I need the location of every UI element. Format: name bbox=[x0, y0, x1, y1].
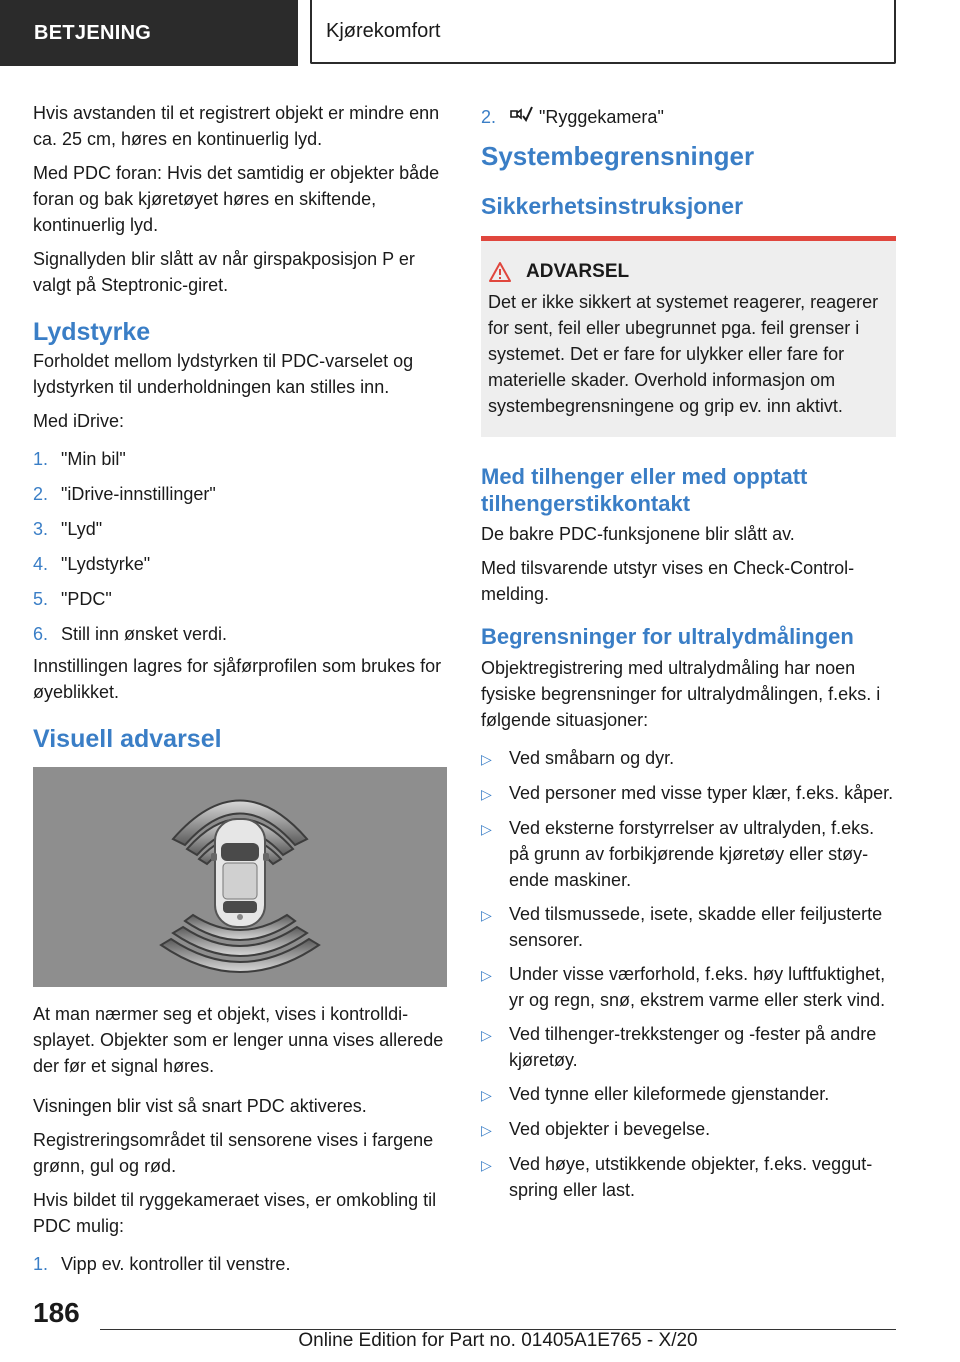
step-number: 3. bbox=[33, 519, 49, 539]
paragraph: Hvis avstanden til et registrert objekt er mindre enn ca. 25 cm, høres en kontinuerlig lyd. bbox=[33, 103, 440, 149]
edition-text: Online Edition for Part no. 01405A1E765 - X/20 bbox=[298, 1330, 698, 1351]
list-item bbox=[33, 481, 447, 507]
step-text: "PDC" bbox=[61, 589, 112, 609]
list-item bbox=[481, 961, 896, 1013]
pdc-display-illustration bbox=[33, 767, 447, 987]
step-number: 6. bbox=[33, 624, 49, 644]
page-number: 186 bbox=[33, 1297, 80, 1328]
warning-triangle-icon bbox=[488, 261, 512, 283]
list-item bbox=[481, 1151, 896, 1203]
warning-title bbox=[488, 261, 888, 283]
footer-edition bbox=[100, 1330, 896, 1352]
bullet-text: Ved personer med visse typer klær, f.eks. kåper. bbox=[509, 783, 894, 803]
step-text: Vipp ev. kontroller til venstre. bbox=[61, 1254, 291, 1274]
bullet-triangle-icon: ▷ bbox=[481, 751, 492, 767]
tilhenger-heading: Med tilhenger eller med opptatt tilhengerstikkontakt bbox=[481, 464, 808, 516]
bullet-text: Ved tynne eller kileformede gjenstander. bbox=[509, 1084, 830, 1104]
warning-label: ADVARSEL bbox=[526, 261, 630, 282]
list-item bbox=[33, 551, 447, 577]
car-sensor-graphic bbox=[33, 767, 447, 987]
idrive-steps-list bbox=[33, 446, 447, 647]
bullet-triangle-icon: ▷ bbox=[481, 967, 492, 983]
paragraph: Signallyden blir slått av når girspakposisjon P er valgt på Steptronic-giret. bbox=[33, 249, 415, 295]
car-top-view bbox=[211, 819, 269, 927]
left-column bbox=[33, 100, 447, 1286]
page-header bbox=[0, 0, 960, 66]
section-tab: BETJENING bbox=[0, 0, 298, 66]
bullet-text: Ved tilsmussede, isete, skadde eller feiljusterte sensorer. bbox=[509, 904, 883, 950]
list-item bbox=[481, 815, 896, 893]
step-number: 2. bbox=[481, 107, 497, 127]
warning-text: Det er ikke sikkert at systemet reagerer, reagerer for sent, feil eller ubegrunnet pga. feil grenser i systemet. Det er fare for ulykker eller fare for materielle skader. Overhold informasjon om systembegrensningene og grip ev. inn aktivt. bbox=[488, 292, 879, 416]
bullet-text: Ved tilhenger-trekkstenger og -fester på andre kjøretøy. bbox=[509, 1024, 877, 1070]
bullet-triangle-icon: ▷ bbox=[481, 1087, 492, 1103]
list-item bbox=[481, 901, 896, 953]
warning-box bbox=[481, 236, 896, 437]
list-item bbox=[481, 780, 896, 807]
bullet-text: Under visse værforhold, f.eks. høy luftfuktighet, yr og regn, snø, ekstrem varme eller sterk vind. bbox=[509, 964, 886, 1010]
step-number: 2. bbox=[33, 484, 49, 504]
step-text: "iDrive-innstillinger" bbox=[61, 484, 216, 504]
bullet-text: Ved eksterne forstyrrelser av ultralyden, f.eks. på grunn av forbikjørende kjøretøy eller støyende maskiner. bbox=[509, 818, 875, 890]
bullet-text: Ved objekter i bevegelse. bbox=[509, 1119, 711, 1139]
list-item bbox=[33, 446, 447, 472]
step-text: "Lydstyrke" bbox=[61, 554, 151, 574]
step-number: 4. bbox=[33, 554, 49, 574]
sikkerhetsinstruksjoner-heading: Sikkerhetsinstruksjoner bbox=[481, 193, 744, 219]
paragraph: Visningen blir vist så snart PDC aktiveres. bbox=[33, 1096, 367, 1116]
paragraph: Med tilsvarende utstyr vises en Check-Control-melding. bbox=[481, 558, 855, 604]
limitations-list bbox=[481, 745, 896, 1203]
list-item bbox=[33, 621, 447, 647]
rear-camera-icon bbox=[509, 104, 533, 122]
lydstyrke-heading: Lydstyrke bbox=[33, 318, 151, 346]
step-text: "Ryggekamera" bbox=[539, 107, 664, 127]
chapter-title: Kjørekomfort bbox=[310, 0, 896, 64]
step-text: "Lyd" bbox=[61, 519, 103, 539]
step-text: Still inn ønsket verdi. bbox=[61, 624, 228, 644]
list-item bbox=[481, 104, 896, 130]
step-number: 5. bbox=[33, 589, 49, 609]
bullet-triangle-icon: ▷ bbox=[481, 1122, 492, 1138]
step-text: "Min bil" bbox=[61, 449, 126, 469]
begrensninger-heading: Begrensninger for ultralydmålingen bbox=[481, 624, 854, 649]
right-column bbox=[481, 104, 896, 1211]
paragraph: Innstillingen lagres for sjåførprofilen som brukes for øyeblikket. bbox=[33, 656, 442, 702]
bullet-triangle-icon: ▷ bbox=[481, 1157, 492, 1173]
bullet-triangle-icon: ▷ bbox=[481, 907, 492, 923]
step-number: 1. bbox=[33, 449, 49, 469]
list-item bbox=[33, 516, 447, 542]
bullet-triangle-icon: ▷ bbox=[481, 821, 492, 837]
systembegrensninger-heading: Systembegrensninger bbox=[481, 141, 755, 171]
camera-steps-list-continued bbox=[481, 104, 896, 130]
list-item bbox=[481, 1081, 896, 1108]
paragraph: Hvis bildet til ryggekameraet vises, er omkobling til PDC mulig: bbox=[33, 1190, 437, 1236]
paragraph: Forholdet mellom lydstyrken til PDC-varselet og lydstyrken til underholdningen kan stilles inn. bbox=[33, 351, 414, 397]
paragraph: Registreringsområdet til sensorene vises i fargene grønn, gul og rød. bbox=[33, 1130, 434, 1176]
step-number: 1. bbox=[33, 1254, 49, 1274]
paragraph: At man nærmer seg et objekt, vises i kontrolldisplayet. Objekter som er lenger unna vises allerede der før et signal høres. bbox=[33, 1004, 444, 1076]
bullet-text: Ved småbarn og dyr. bbox=[509, 748, 675, 768]
paragraph: Objektregistrering med ultralydmåling har noen fysiske begrensninger for ultralydmålingen, f.eks. i følgende situasjoner: bbox=[481, 658, 881, 730]
paragraph: Med PDC foran: Hvis det samtidig er objekter både foran og bak kjøretøyet høres en skiftende, kontinuerlig lyd. bbox=[33, 163, 440, 235]
paragraph: Med iDrive: bbox=[33, 411, 125, 431]
visuell-advarsel-heading: Visuell advarsel bbox=[33, 725, 222, 753]
list-item bbox=[33, 586, 447, 612]
bullet-triangle-icon: ▷ bbox=[481, 786, 492, 802]
camera-steps-list bbox=[33, 1251, 447, 1277]
bullet-triangle-icon: ▷ bbox=[481, 1027, 492, 1043]
list-item bbox=[481, 745, 896, 772]
list-item bbox=[33, 1251, 447, 1277]
paragraph: De bakre PDC-funksjonene blir slått av. bbox=[481, 524, 795, 544]
bullet-text: Ved høye, utstikkende objekter, f.eks. veggutspring eller last. bbox=[509, 1154, 873, 1200]
list-item bbox=[481, 1116, 896, 1143]
list-item bbox=[481, 1021, 896, 1073]
